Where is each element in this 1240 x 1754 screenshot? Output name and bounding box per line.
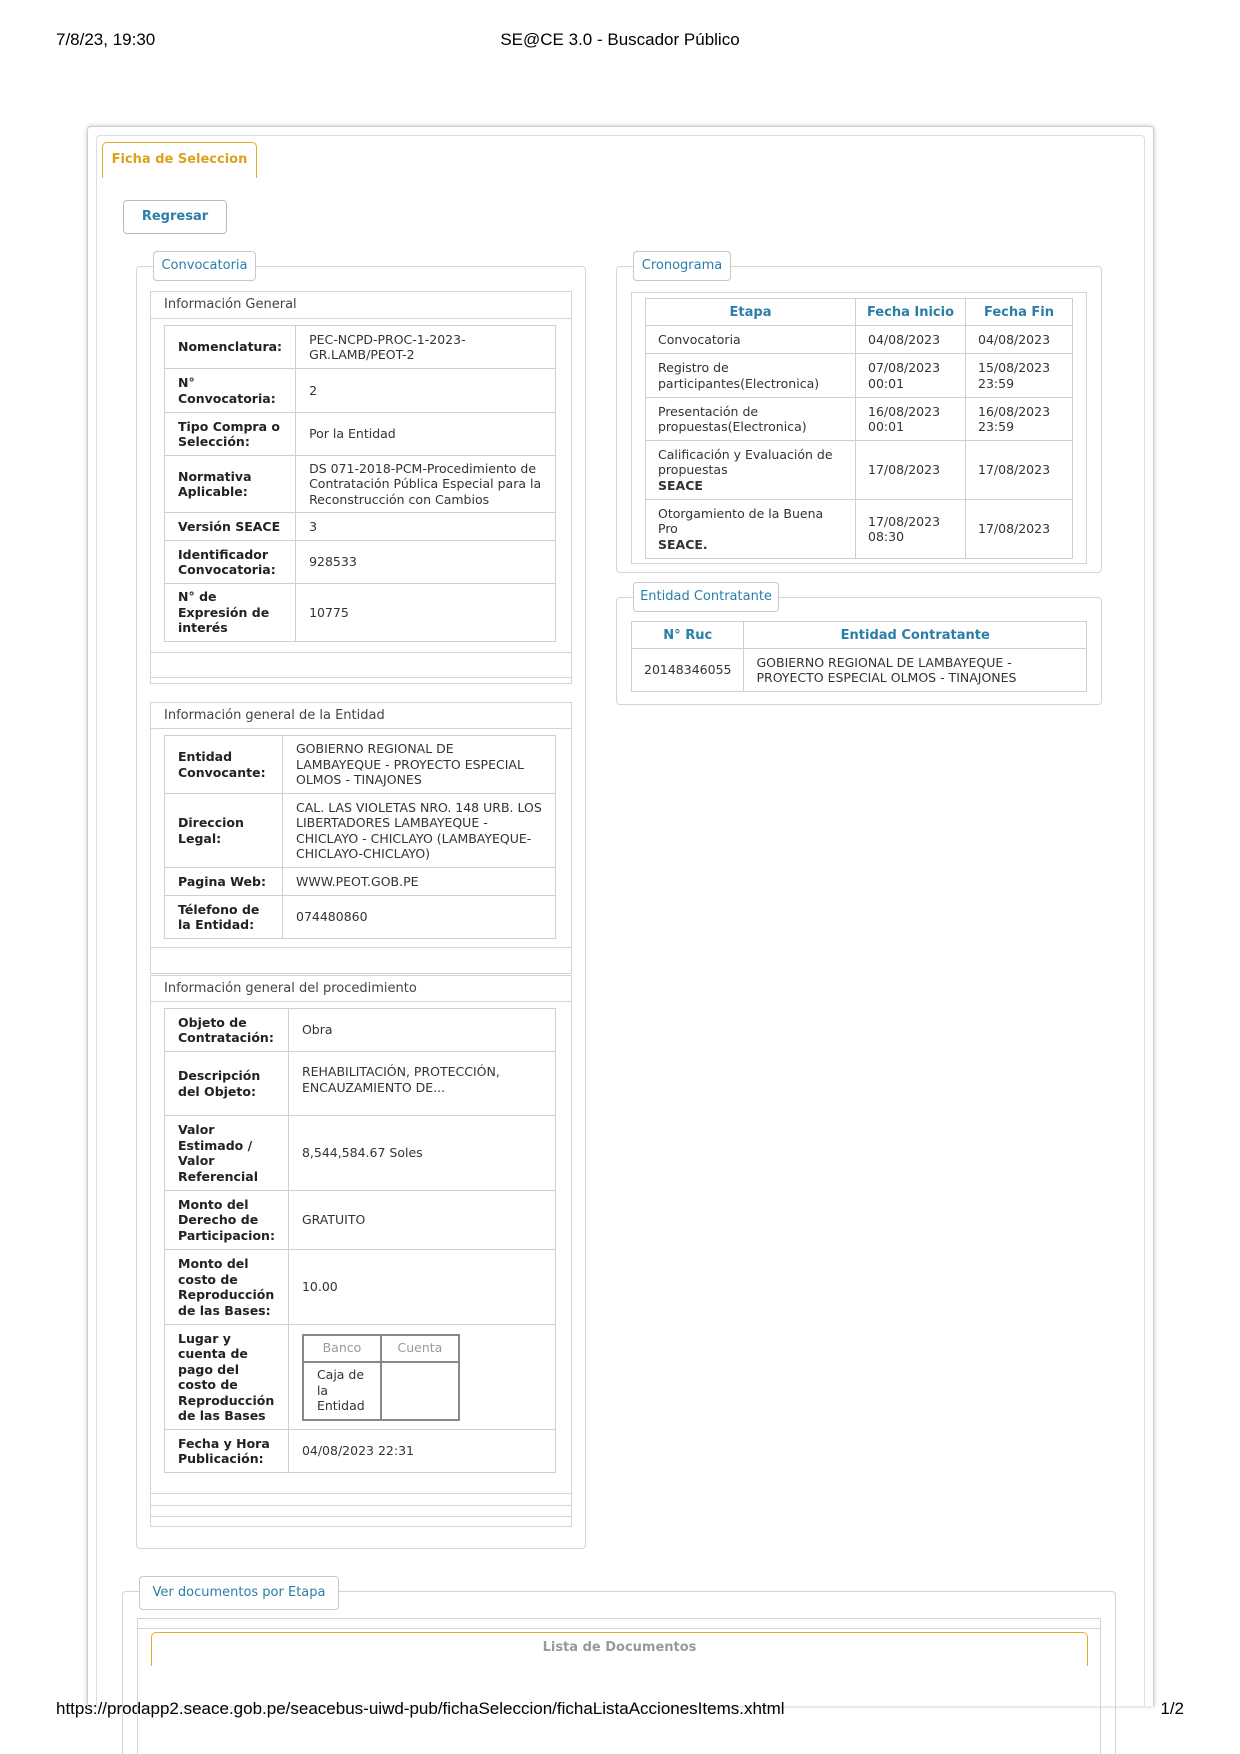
table-row — [165, 794, 556, 868]
divider — [150, 728, 572, 729]
etapa-text: Calificación y Evaluación de propuestas — [658, 446, 833, 478]
field-value: Por la Entidad — [296, 413, 556, 456]
fin-cell: 17/08/2023 — [966, 441, 1073, 500]
etapa-cell — [646, 500, 856, 559]
divider — [150, 318, 572, 319]
info-entidad-header: Información general de la Entidad — [164, 708, 385, 723]
field-value: Obra — [288, 1009, 555, 1052]
field-value: GRATUITO — [288, 1191, 555, 1250]
bank-row — [303, 1362, 459, 1420]
documentos-legend[interactable]: Ver documentos por Etapa — [139, 1576, 339, 1610]
ruc-cell: 20148346055 — [632, 649, 744, 692]
field-label: Identificador Convocatoria: — [165, 541, 296, 584]
table-row — [165, 1191, 556, 1250]
etapa-bold-text: SEACE — [658, 477, 703, 493]
etapa-cell — [646, 326, 856, 354]
etapa-text: Otorgamiento de la Buena Pro — [658, 505, 824, 537]
table-row — [165, 896, 556, 939]
info-general-table — [164, 325, 556, 642]
info-procedimiento-header: Información general del procedimiento — [164, 981, 417, 996]
table-row — [165, 1052, 556, 1116]
etapa-text: Registro de participantes(Electronica) — [658, 360, 820, 391]
etapa-cell — [646, 398, 856, 441]
table-row — [646, 441, 1073, 500]
inicio-cell: 17/08/2023 — [856, 441, 966, 500]
field-value: DS 071-2018-PCM-Procedimiento de Contratación Pública Especial para la Reconstrucción con Cambios — [296, 456, 556, 513]
field-value: PEC-NCPD-PROC-1-2023-GR.LAMB/PEOT-2 — [296, 326, 556, 369]
table-row — [165, 513, 556, 541]
table-row — [646, 326, 1073, 354]
field-value: 10.00 — [288, 1250, 555, 1325]
table-row — [165, 868, 556, 896]
field-label: Lugar y cuenta de pago del costo de Reproducción de las Bases — [165, 1325, 289, 1430]
entidad-cell: GOBIERNO REGIONAL DE LAMBAYEQUE - PROYECTO ESPECIAL OLMOS - TINAJONES — [744, 649, 1087, 692]
field-label: Télefono de la Entidad: — [165, 896, 283, 939]
divider — [150, 677, 572, 678]
fin-cell: 16/08/2023 23:59 — [966, 398, 1073, 441]
column-header: Fecha Inicio — [856, 299, 966, 326]
etapa-cell — [646, 354, 856, 398]
divider — [150, 1516, 572, 1517]
print-title: SE@CE 3.0 - Buscador Público — [500, 30, 740, 49]
table-row — [165, 1325, 556, 1430]
fin-cell: 17/08/2023 — [966, 500, 1073, 559]
field-label: Descripción del Objeto: — [165, 1052, 289, 1116]
table-row — [165, 1116, 556, 1191]
column-header: Etapa — [646, 299, 856, 326]
divider — [150, 1493, 572, 1494]
convocatoria-legend: Convocatoria — [153, 251, 256, 281]
field-value: 04/08/2023 22:31 — [288, 1430, 555, 1473]
info-entidad-table — [164, 735, 556, 939]
field-value: 3 — [296, 513, 556, 541]
inicio-cell: 17/08/2023 08:30 — [856, 500, 966, 559]
etapa-bold-text: SEACE. — [658, 536, 708, 552]
column-header: Entidad Contratante — [744, 622, 1087, 649]
divider — [150, 652, 572, 653]
bank-table — [302, 1334, 460, 1421]
field-value: CAL. LAS VIOLETAS NRO. 148 URB. LOS LIBERTADORES LAMBAYEQUE - CHICLAYO - CHICLAYO (LAMBAYEQUE-CHICLAYO-CHICLAYO) — [283, 794, 556, 868]
divider — [150, 947, 572, 948]
info-general-header: Información General — [164, 297, 297, 312]
bank-value: Caja de la Entidad — [303, 1362, 381, 1420]
table-header-row — [646, 299, 1073, 326]
field-label: Monto del Derecho de Participacion: — [165, 1191, 289, 1250]
field-label: Tipo Compra o Selección: — [165, 413, 296, 456]
divider — [150, 1505, 572, 1506]
field-label: Valor Estimado / Valor Referencial — [165, 1116, 289, 1191]
divider — [137, 1628, 1101, 1629]
print-url: https://prodapp2.seace.gob.pe/seacebus-uiwd-pub/fichaSeleccion/fichaListaAccionesItems.xhtml — [56, 1699, 785, 1718]
bank-header: Banco — [303, 1335, 381, 1362]
field-label: N° de Expresión de interés — [165, 584, 296, 642]
field-value: REHABILITACIÓN, PROTECCIÓN, ENCAUZAMIENTO DE... — [288, 1052, 555, 1116]
tab-ficha-seleccion[interactable]: Ficha de Seleccion — [102, 142, 257, 178]
field-value: 074480860 — [283, 896, 556, 939]
field-label: Entidad Convocante: — [165, 736, 283, 794]
print-page-number: 1/2 — [1160, 1699, 1184, 1718]
field-label: Direccion Legal: — [165, 794, 283, 868]
table-row — [165, 541, 556, 584]
table-header-row — [632, 622, 1087, 649]
divider — [150, 1001, 572, 1002]
entidad-contratante-legend: Entidad Contratante — [633, 582, 779, 612]
cronograma-table — [645, 298, 1073, 559]
info-procedimiento-table — [164, 1008, 556, 1473]
field-label: Objeto de Contratación: — [165, 1009, 289, 1052]
table-row — [165, 326, 556, 369]
account-value — [381, 1362, 459, 1420]
field-value: WWW.PEOT.GOB.PE — [283, 868, 556, 896]
field-value — [288, 1325, 555, 1430]
field-value: 2 — [296, 369, 556, 413]
field-label: N° Convocatoria: — [165, 369, 296, 413]
field-label: Monto del costo de Reproducción de las Bases: — [165, 1250, 289, 1325]
table-row — [646, 500, 1073, 559]
column-header: N° Ruc — [632, 622, 744, 649]
account-header: Cuenta — [381, 1335, 459, 1362]
field-label: Pagina Web: — [165, 868, 283, 896]
table-row — [646, 354, 1073, 398]
entidad-contratante-table — [631, 621, 1087, 692]
print-date: 7/8/23, 19:30 — [56, 30, 156, 49]
etapa-text: Convocatoria — [658, 331, 741, 347]
field-value: GOBIERNO REGIONAL DE LAMBAYEQUE - PROYECTO ESPECIAL OLMOS - TINAJONES — [283, 736, 556, 794]
back-button[interactable]: Regresar — [123, 200, 227, 234]
field-value: 10775 — [296, 584, 556, 642]
table-row — [165, 1009, 556, 1052]
field-value: 8,544,584.67 Soles — [288, 1116, 555, 1191]
table-row — [165, 1430, 556, 1473]
etapa-text: Presentación de propuestas(Electronica) — [658, 403, 807, 434]
inicio-cell: 07/08/2023 00:01 — [856, 354, 966, 398]
table-row — [165, 456, 556, 513]
field-value: 928533 — [296, 541, 556, 584]
table-row — [646, 398, 1073, 441]
fin-cell: 15/08/2023 23:59 — [966, 354, 1073, 398]
field-label: Normativa Aplicable: — [165, 456, 296, 513]
field-label: Fecha y Hora Publicación: — [165, 1430, 289, 1473]
field-label: Nomenclatura: — [165, 326, 296, 369]
table-row — [165, 584, 556, 642]
table-row — [165, 1250, 556, 1325]
table-row — [165, 369, 556, 413]
etapa-cell — [646, 441, 856, 500]
bank-header-row — [303, 1335, 459, 1362]
table-row — [165, 413, 556, 456]
table-row — [165, 736, 556, 794]
field-label: Versión SEACE — [165, 513, 296, 541]
inicio-cell: 04/08/2023 — [856, 326, 966, 354]
cronograma-legend: Cronograma — [633, 251, 731, 281]
fin-cell: 04/08/2023 — [966, 326, 1073, 354]
column-header: Fecha Fin — [966, 299, 1073, 326]
inicio-cell: 16/08/2023 00:01 — [856, 398, 966, 441]
tab-lista-documentos[interactable]: Lista de Documentos — [151, 1632, 1088, 1666]
table-row — [632, 649, 1087, 692]
print-header — [0, 30, 1240, 54]
